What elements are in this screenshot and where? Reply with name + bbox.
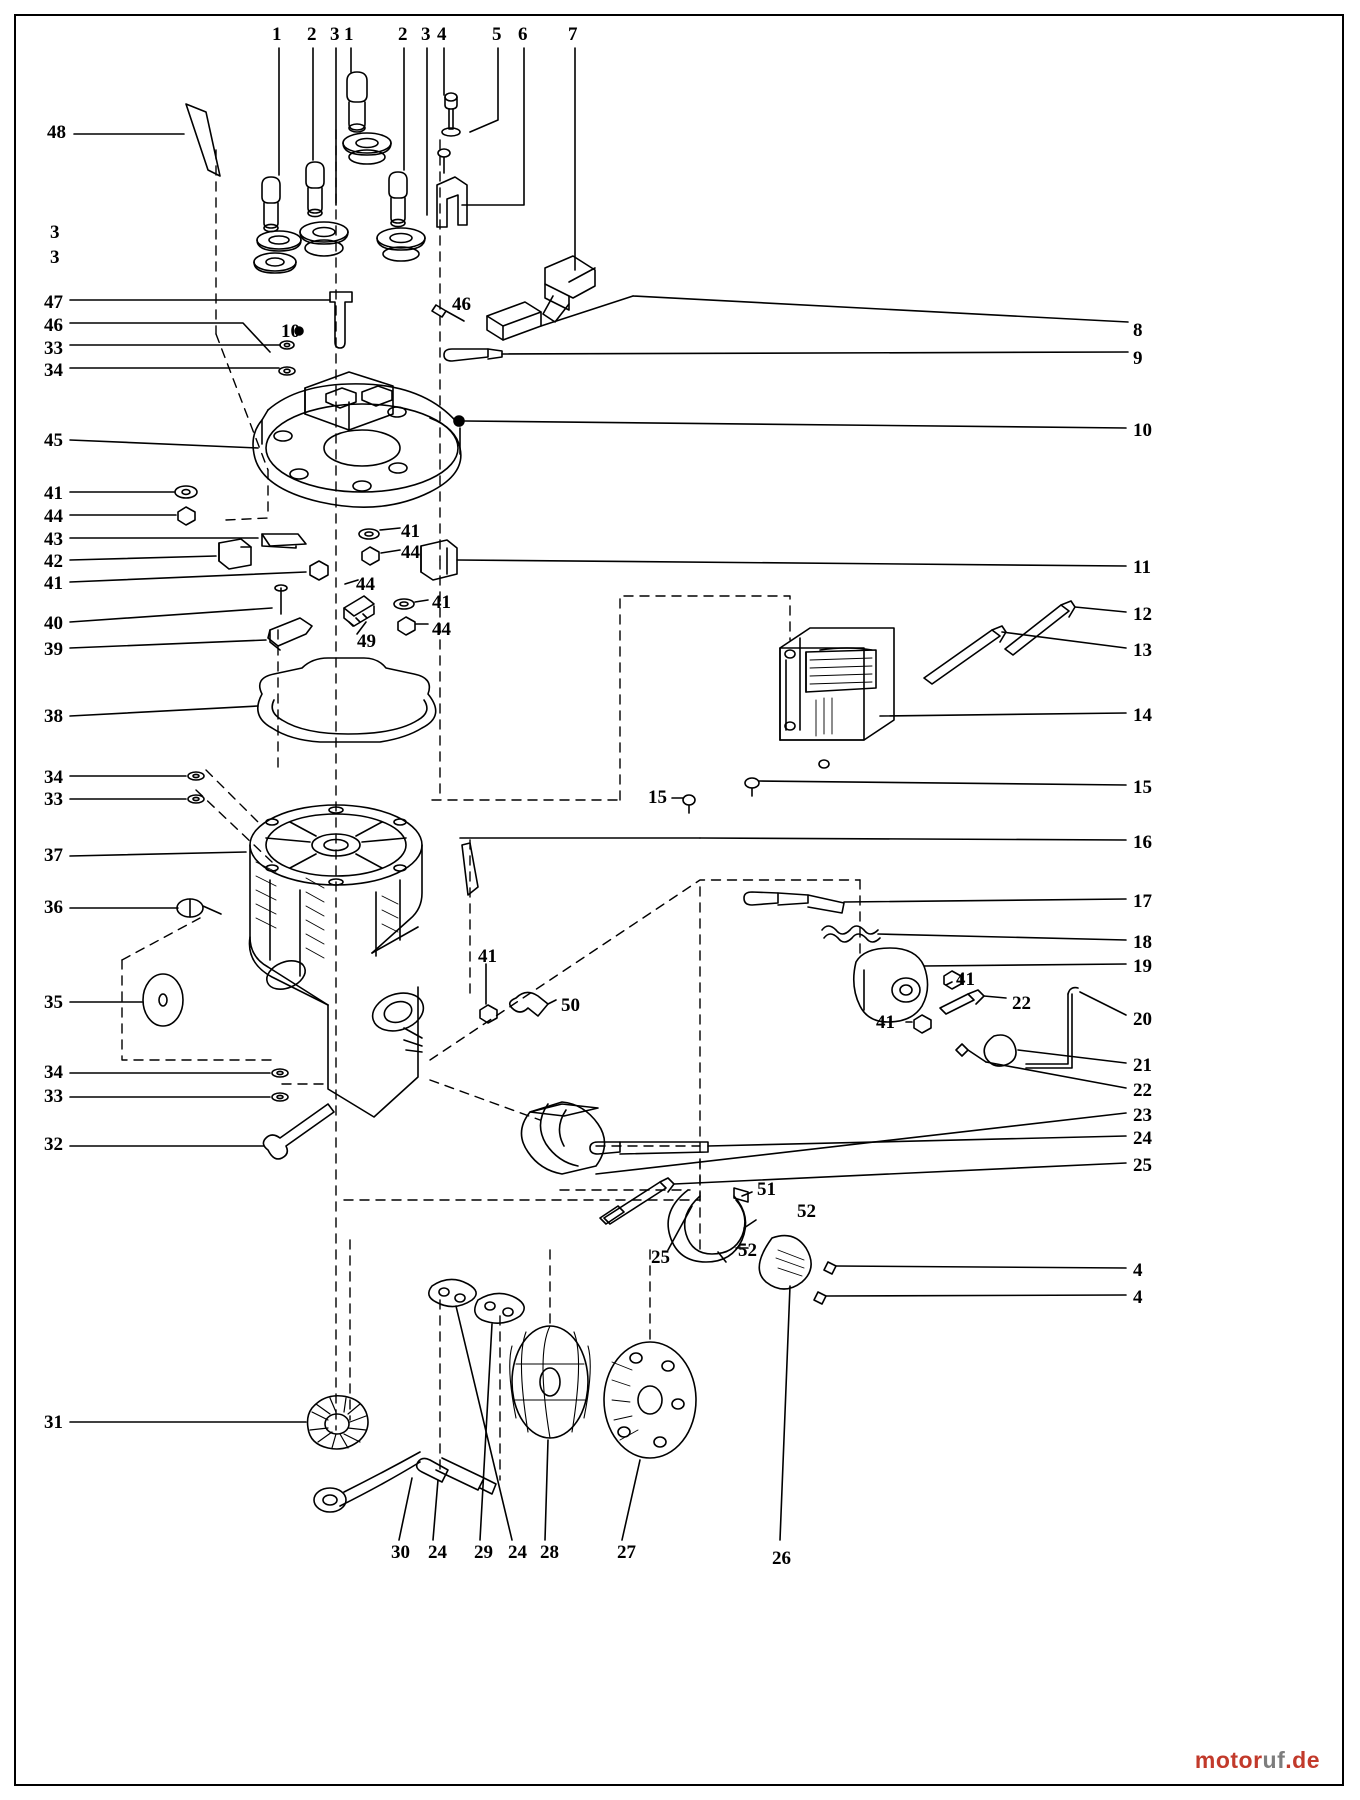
callout-26: 26 [772, 1548, 791, 1569]
callout-41-b: 41 [44, 573, 63, 594]
callout-28: 28 [540, 1542, 559, 1563]
callout-25-inner: 25 [651, 1247, 670, 1268]
callout-22-inner: 22 [1012, 993, 1031, 1014]
callout-1b: 1 [344, 24, 354, 45]
callout-52-inner-b: 52 [738, 1240, 757, 1261]
callout-5: 5 [492, 24, 502, 45]
callout-29: 29 [474, 1542, 493, 1563]
callout-33-b: 33 [44, 789, 63, 810]
callout-30: 30 [391, 1542, 410, 1563]
callout-27: 27 [617, 1542, 636, 1563]
callout-1: 1 [272, 24, 282, 45]
callout-13: 13 [1133, 640, 1152, 661]
callout-33-c: 33 [44, 1086, 63, 1107]
callout-3: 3 [330, 24, 340, 45]
callout-32: 32 [44, 1134, 63, 1155]
callout-34-c: 34 [44, 1062, 63, 1083]
callout-44-inner-a: 44 [401, 542, 420, 563]
callout-3-left-b: 3 [50, 247, 60, 268]
callout-23: 23 [1133, 1105, 1152, 1126]
callout-38: 38 [44, 706, 63, 727]
callout-46-inner: 46 [452, 294, 471, 315]
callout-48: 48 [47, 122, 66, 143]
callout-9: 9 [1133, 348, 1143, 369]
callout-41-inner-c: 41 [478, 946, 497, 967]
watermark-tld: .de [1285, 1747, 1320, 1773]
callout-46-left: 46 [44, 315, 63, 336]
callout-41-inner-a: 41 [401, 521, 420, 542]
callout-2: 2 [307, 24, 317, 45]
callout-51: 51 [757, 1179, 776, 1200]
callout-10-inner: 10 [281, 321, 300, 342]
watermark-brand: motor [1194, 1747, 1263, 1773]
callout-3b: 3 [421, 24, 431, 45]
callout-52-inner-a: 52 [797, 1201, 816, 1222]
watermark-brand-rest: uf [1262, 1747, 1286, 1773]
callout-50: 50 [561, 995, 580, 1016]
callout-8: 8 [1133, 320, 1143, 341]
callout-12: 12 [1133, 604, 1152, 625]
callout-21: 21 [1133, 1055, 1152, 1076]
callout-22-right: 22 [1133, 1080, 1152, 1101]
callout-25-right: 25 [1133, 1155, 1152, 1176]
callout-15-inner: 15 [648, 787, 667, 808]
callout-11: 11 [1133, 557, 1151, 578]
callout-3-left-a: 3 [50, 222, 60, 243]
callout-4: 4 [437, 24, 447, 45]
callout-14: 14 [1133, 705, 1152, 726]
callout-10: 10 [1133, 420, 1152, 441]
callout-41-inner-e: 41 [876, 1012, 895, 1033]
callout-41-inner-b: 41 [432, 592, 451, 613]
callout-4-right-a: 4 [1133, 1260, 1143, 1281]
callout-45: 45 [44, 430, 63, 451]
callout-37: 37 [44, 845, 63, 866]
callout-15-right: 15 [1133, 777, 1152, 798]
watermark [1195, 1747, 1320, 1774]
callout-34-b: 34 [44, 767, 63, 788]
callout-7: 7 [568, 24, 578, 45]
callout-18: 18 [1133, 932, 1152, 953]
callout-43: 43 [44, 529, 63, 550]
callout-34-a: 34 [44, 360, 63, 381]
callout-35: 35 [44, 992, 63, 1013]
callout-31: 31 [44, 1412, 63, 1433]
callout-24-bottom-b: 24 [508, 1542, 527, 1563]
callout-6: 6 [518, 24, 528, 45]
callout-4-right-b: 4 [1133, 1287, 1143, 1308]
callout-36: 36 [44, 897, 63, 918]
callout-41-a: 41 [44, 483, 63, 504]
callout-17: 17 [1133, 891, 1152, 912]
callout-44-inner-b: 44 [356, 574, 375, 595]
callout-33-a: 33 [44, 338, 63, 359]
callout-47: 47 [44, 292, 63, 313]
callout-40: 40 [44, 613, 63, 634]
callout-44-a: 44 [44, 506, 63, 527]
callout-44-inner-c: 44 [432, 619, 451, 640]
callout-41-inner-d: 41 [956, 969, 975, 990]
callout-24-bottom-a: 24 [428, 1542, 447, 1563]
callout-49: 49 [357, 631, 376, 652]
callout-20: 20 [1133, 1009, 1152, 1030]
callout-42: 42 [44, 551, 63, 572]
callout-24-right: 24 [1133, 1128, 1152, 1149]
callout-16: 16 [1133, 832, 1152, 853]
callout-39: 39 [44, 639, 63, 660]
callout-2b: 2 [398, 24, 408, 45]
callout-19: 19 [1133, 956, 1152, 977]
